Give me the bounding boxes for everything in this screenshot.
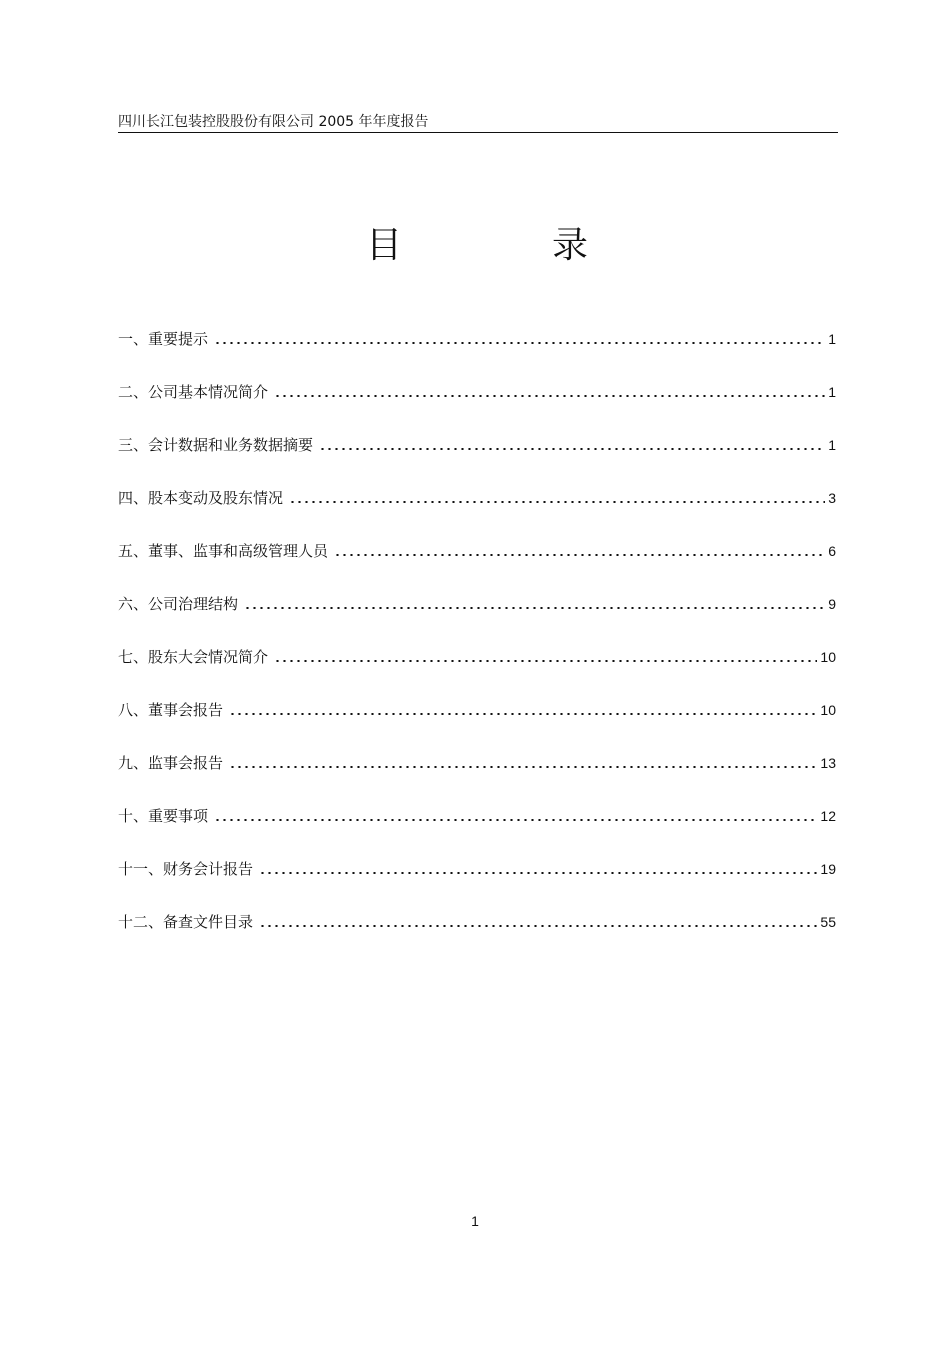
toc-entry-page: 1 <box>828 330 836 347</box>
header-text: 四川长江包装控股股份有限公司 2005 年年度报告 <box>118 114 429 130</box>
toc-entry-label: 十二、备查文件目录 <box>118 913 254 931</box>
toc-entry-page: 19 <box>820 860 836 877</box>
toc-entry-1[interactable] <box>118 312 836 365</box>
toc-entry-11[interactable] <box>118 842 836 895</box>
toc-entry-label: 五、董事、监事和高级管理人员 <box>118 542 329 560</box>
toc-entry-7[interactable] <box>118 630 836 683</box>
dot-leader <box>259 872 817 874</box>
toc-entry-page: 12 <box>820 807 836 824</box>
toc-entry-page: 1 <box>828 436 836 453</box>
dot-leader <box>244 607 825 609</box>
toc-entry-9[interactable] <box>118 736 836 789</box>
toc-entry-label: 三、会计数据和业务数据摘要 <box>118 436 314 454</box>
toc-entry-8[interactable] <box>118 683 836 736</box>
toc-entry-page: 55 <box>820 913 836 930</box>
dot-leader <box>229 713 817 715</box>
dot-leader <box>289 501 825 503</box>
toc-entry-page: 10 <box>820 701 836 718</box>
toc-entry-12[interactable] <box>118 895 836 948</box>
toc-entry-label: 四、股本变动及股东情况 <box>118 489 284 507</box>
toc-entry-page: 13 <box>820 754 836 771</box>
toc-entry-label: 九、监事会报告 <box>118 754 224 772</box>
toc-entry-6[interactable] <box>118 577 836 630</box>
toc-entry-label: 一、重要提示 <box>118 330 209 348</box>
toc-entry-page: 1 <box>828 383 836 400</box>
toc-entry-label: 六、公司治理结构 <box>118 595 239 613</box>
toc-title-char-2: 录 <box>552 225 589 266</box>
dot-leader <box>274 660 817 662</box>
toc-entry-5[interactable] <box>118 524 836 577</box>
dot-leader <box>319 448 825 450</box>
toc-entry-label: 七、股东大会情况简介 <box>118 648 269 666</box>
page-number: 1 <box>471 1213 479 1229</box>
toc-entry-label: 八、董事会报告 <box>118 701 224 719</box>
toc-title <box>0 222 950 272</box>
toc-entry-label: 十、重要事项 <box>118 807 209 825</box>
dot-leader <box>229 766 817 768</box>
toc-entry-10[interactable] <box>118 789 836 842</box>
toc-title-char-1: 目 <box>366 225 403 266</box>
dot-leader <box>274 395 825 397</box>
toc-entry-page: 6 <box>828 542 836 559</box>
toc-entry-4[interactable] <box>118 471 836 524</box>
page-header <box>118 112 838 133</box>
dot-leader <box>259 925 817 927</box>
toc-entry-label: 十一、财务会计报告 <box>118 860 254 878</box>
table-of-contents <box>118 312 836 948</box>
toc-entry-label: 二、公司基本情况简介 <box>118 383 269 401</box>
toc-entry-page: 10 <box>820 648 836 665</box>
dot-leader <box>214 342 825 344</box>
toc-entry-2[interactable] <box>118 365 836 418</box>
toc-entry-page: 9 <box>828 595 836 612</box>
toc-entry-page: 3 <box>828 489 836 506</box>
dot-leader <box>334 554 825 556</box>
dot-leader <box>214 819 817 821</box>
toc-entry-3[interactable] <box>118 418 836 471</box>
